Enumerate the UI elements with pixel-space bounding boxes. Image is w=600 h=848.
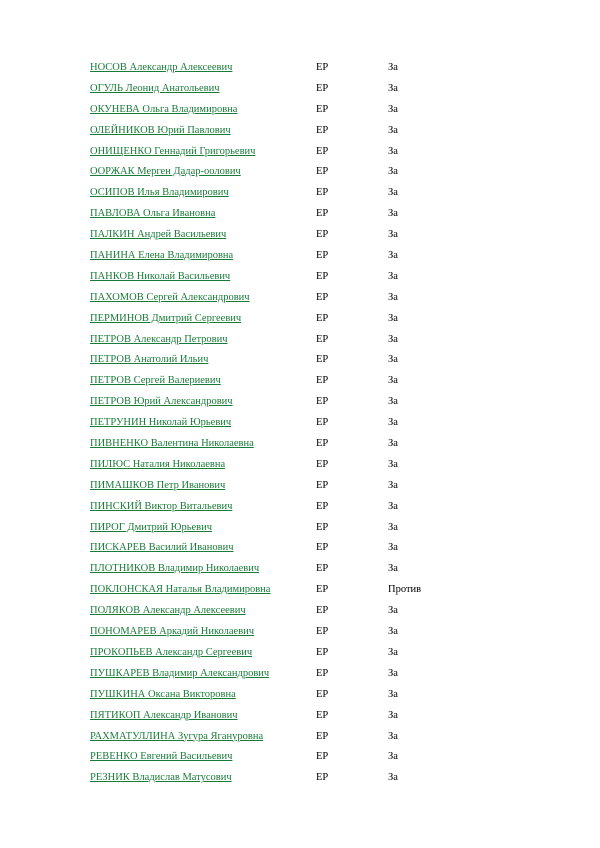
vote-list [90, 58, 490, 789]
table-row [90, 455, 490, 476]
deputy-vote: За [388, 396, 398, 408]
table-row [90, 727, 490, 748]
deputy-name-link[interactable]: РАХМАТУЛЛИНА Зугура Ягануровна [90, 730, 264, 742]
deputy-name-link[interactable]: РЕВЕНКО Евгений Васильевич [90, 751, 233, 763]
deputy-vote: За [388, 82, 398, 94]
table-row [90, 350, 490, 371]
deputy-party: ЕР [316, 667, 329, 679]
deputy-name-link[interactable]: ПИЛЮС Наталия Николаевна [90, 458, 226, 470]
table-row [90, 706, 490, 727]
deputy-name-link[interactable]: ПЕТРОВ Юрий Александрович [90, 396, 233, 408]
deputy-party: ЕР [316, 166, 329, 178]
deputy-name-link[interactable]: ПОКЛОНСКАЯ Наталья Владимировна [90, 584, 271, 596]
deputy-vote: За [388, 458, 398, 470]
deputy-vote: За [388, 521, 398, 533]
deputy-vote: За [388, 542, 398, 554]
deputy-party: ЕР [316, 250, 329, 262]
deputy-vote: За [388, 438, 398, 450]
deputy-name-link[interactable]: ПАЛКИН Андрей Васильевич [90, 229, 227, 241]
deputy-vote: За [388, 208, 398, 220]
table-row [90, 142, 490, 163]
deputy-name-link[interactable]: ПИРОГ Дмитрий Юрьевич [90, 521, 213, 533]
deputy-name-link[interactable]: ОСИПОВ Илья Владимирович [90, 187, 229, 199]
deputy-vote: За [388, 124, 398, 136]
deputy-name-link[interactable]: ПУШКАРЕВ Владимир Александрович [90, 667, 270, 679]
deputy-name-link[interactable]: ПЕТРОВ Анатолий Ильич [90, 354, 209, 366]
table-row [90, 225, 490, 246]
deputy-name-link[interactable]: ПАХОМОВ Сергей Александрович [90, 291, 250, 303]
deputy-vote: За [388, 667, 398, 679]
deputy-name-link[interactable]: ПЛОТНИКОВ Владимир Николаевич [90, 563, 260, 575]
deputy-party: ЕР [316, 375, 329, 387]
deputy-vote: За [388, 772, 398, 784]
table-row [90, 685, 490, 706]
deputy-party: ЕР [316, 772, 329, 784]
deputy-party: ЕР [316, 103, 329, 115]
deputy-vote: За [388, 709, 398, 721]
deputy-name-link[interactable]: ПАНИНА Елена Владимировна [90, 250, 234, 262]
table-row [90, 183, 490, 204]
deputy-name-link[interactable]: ПАНКОВ Николай Васильевич [90, 270, 231, 282]
table-row [90, 330, 490, 351]
deputy-name-link[interactable]: ПЯТИКОП Александр Иванович [90, 709, 238, 721]
table-row [90, 559, 490, 580]
table-row [90, 288, 490, 309]
deputy-party: ЕР [316, 709, 329, 721]
deputy-party: ЕР [316, 208, 329, 220]
table-row [90, 392, 490, 413]
deputy-party: ЕР [316, 82, 329, 94]
table-row [90, 309, 490, 330]
table-row [90, 664, 490, 685]
deputy-vote: За [388, 166, 398, 178]
deputy-vote: За [388, 563, 398, 575]
deputy-vote: За [388, 500, 398, 512]
deputy-party: ЕР [316, 646, 329, 658]
table-row [90, 622, 490, 643]
deputy-vote: За [388, 270, 398, 282]
deputy-name-link[interactable]: ПОНОМАРЕВ Аркадий Николаевич [90, 626, 255, 638]
deputy-name-link[interactable]: РЕЗНИК Владислав Матусович [90, 772, 232, 784]
deputy-name-link[interactable]: НОСОВ Александр Алексеевич [90, 62, 233, 73]
deputy-party: ЕР [316, 563, 329, 575]
deputy-vote: За [388, 187, 398, 199]
deputy-party: ЕР [316, 291, 329, 303]
table-row [90, 747, 490, 768]
table-row [90, 204, 490, 225]
deputy-name-link[interactable]: ОКУНЕВА Ольга Владимировна [90, 103, 238, 115]
table-row [90, 162, 490, 183]
deputy-name-link[interactable]: ПРОКОПЬЕВ Александр Сергеевич [90, 646, 253, 658]
deputy-party: ЕР [316, 542, 329, 554]
deputy-vote: За [388, 333, 398, 345]
deputy-vote: За [388, 103, 398, 115]
deputy-name-link[interactable]: ПИМАШКОВ Петр Иванович [90, 479, 226, 491]
deputy-vote: За [388, 479, 398, 491]
deputy-vote: За [388, 354, 398, 366]
table-row [90, 267, 490, 288]
table-row [90, 371, 490, 392]
table-row [90, 538, 490, 559]
deputy-vote: За [388, 730, 398, 742]
table-row [90, 246, 490, 267]
deputy-party: ЕР [316, 229, 329, 241]
deputy-party: ЕР [316, 584, 329, 596]
deputy-name-link[interactable]: ПАВЛОВА Ольга Ивановна [90, 208, 216, 220]
deputy-vote: За [388, 312, 398, 324]
table-row [90, 497, 490, 518]
deputy-vote: Против [388, 584, 422, 596]
deputy-party: ЕР [316, 62, 329, 73]
table-row [90, 476, 490, 497]
deputy-party: ЕР [316, 730, 329, 742]
deputy-name-link[interactable]: ПЕТРОВ Александр Петрович [90, 333, 228, 345]
deputy-vote: За [388, 375, 398, 387]
deputy-party: ЕР [316, 270, 329, 282]
deputy-party: ЕР [316, 521, 329, 533]
deputy-party: ЕР [316, 187, 329, 199]
deputy-name-link[interactable]: ПИСКАРЕВ Василий Иванович [90, 542, 234, 554]
deputy-name-link[interactable]: ПИВНЕНКО Валентина Николаевна [90, 438, 254, 450]
table-row [90, 643, 490, 664]
deputy-party: ЕР [316, 354, 329, 366]
deputy-name-link[interactable]: ПЕТРОВ Сергей Валериевич [90, 375, 221, 387]
deputy-party: ЕР [316, 396, 329, 408]
table-row [90, 768, 490, 789]
table-row [90, 601, 490, 622]
deputy-name-link[interactable]: ОГУЛЬ Леонид Анатольевич [90, 82, 220, 94]
deputy-party: ЕР [316, 145, 329, 157]
deputy-party: ЕР [316, 500, 329, 512]
table-row [90, 518, 490, 539]
deputy-vote: За [388, 417, 398, 429]
deputy-vote: За [388, 751, 398, 763]
deputy-party: ЕР [316, 626, 329, 638]
deputy-vote: За [388, 62, 398, 73]
table-row [90, 58, 490, 79]
deputy-party: ЕР [316, 479, 329, 491]
deputy-vote: За [388, 626, 398, 638]
deputy-party: ЕР [316, 688, 329, 700]
deputy-party: ЕР [316, 124, 329, 136]
deputy-name-link[interactable]: ПЕТРУНИН Николай Юрьевич [90, 417, 232, 429]
deputy-name-link[interactable]: ПЕРМИНОВ Дмитрий Сергеевич [90, 312, 242, 324]
deputy-vote: За [388, 291, 398, 303]
deputy-party: ЕР [316, 438, 329, 450]
table-row [90, 79, 490, 100]
deputy-vote: За [388, 646, 398, 658]
deputy-vote: За [388, 605, 398, 617]
table-row [90, 580, 490, 601]
deputy-party: ЕР [316, 458, 329, 470]
deputy-vote: За [388, 250, 398, 262]
deputy-party: ЕР [316, 605, 329, 617]
table-row [90, 100, 490, 121]
table-row [90, 121, 490, 142]
deputy-party: ЕР [316, 333, 329, 345]
deputy-party: ЕР [316, 417, 329, 429]
deputy-vote: За [388, 688, 398, 700]
deputy-party: ЕР [316, 312, 329, 324]
table-row [90, 434, 490, 455]
deputy-name-link[interactable]: ПУШКИНА Оксана Викторовна [90, 688, 236, 700]
deputy-name-link[interactable]: ОНИЩЕНКО Геннадий Григорьевич [90, 145, 256, 157]
deputy-name-link[interactable]: ОЛЕЙНИКОВ Юрий Павлович [90, 124, 231, 136]
deputy-name-link[interactable]: ПОЛЯКОВ Александр Алексеевич [90, 605, 246, 617]
deputy-name-link[interactable]: ООРЖАК Мерген Дадар-оолович [90, 166, 241, 178]
deputy-vote: За [388, 145, 398, 157]
deputy-name-link[interactable]: ПИНСКИЙ Виктор Витальевич [90, 500, 233, 512]
deputy-vote: За [388, 229, 398, 241]
table-row [90, 413, 490, 434]
deputy-party: ЕР [316, 751, 329, 763]
